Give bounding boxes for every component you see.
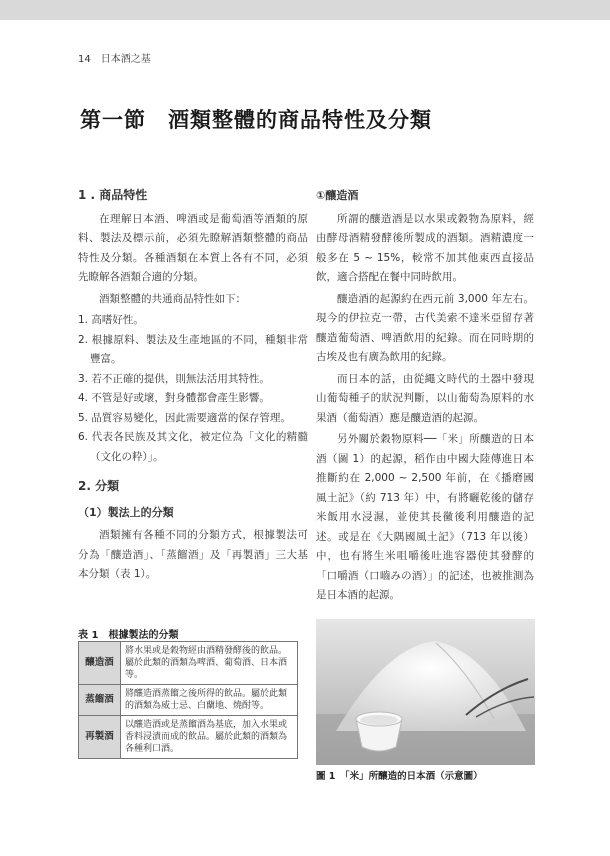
list-item: 1. 高嗜好性。 <box>78 314 144 326</box>
section-1-heading: 1 . 商品特性 <box>78 188 148 202</box>
paragraph: 釀造酒的起源約在西元前 3,000 年左右。現今的伊拉克一帶，古代美索不達米亞留存著釀造葡萄酒、啤酒飲用的紀錄。而在同時期的古埃及也有廣為飲用的紀錄。 <box>316 292 534 363</box>
list-item: 2. 根據原料、製法及生產地區的不同，種類非常豐富。 <box>78 333 308 365</box>
sake-rice-photo <box>316 619 535 765</box>
top-bar <box>0 0 610 20</box>
table-description: 將釀造酒蒸餾之後所得的飲品。屬於此類的酒類為威士忌、白蘭地、燒酎等。 <box>121 685 298 716</box>
paragraph: 酒類擁有各種不同的分類方式，根據製法可分為「釀造酒」、「蒸餾酒」及「再製酒」三大基本分類（表 1）。 <box>78 529 308 580</box>
page-number: 14 <box>78 54 91 65</box>
book-title: 日本酒之基 <box>100 54 151 65</box>
chapter-number: 第一節 <box>80 108 146 132</box>
paragraph: 在理解日本酒、啤酒或是葡萄酒等酒類的原料、製法及標示前，必須先瞭解酒類整體的商品特性及分類。各種酒類在本質上各有不同，必須先瞭解各酒類合適的分類。 <box>78 212 308 283</box>
paragraph: 所謂的釀造酒是以水果或穀物為原料，經由酵母酒精發酵後所製成的酒類。酒精濃度一般多在 5 ~ 15%，較常不加其他東西直接品飲，適合搭配在餐中同時飲用。 <box>316 212 534 283</box>
table-row <box>79 716 298 759</box>
table-row <box>79 685 298 716</box>
list-item: 6. 代表各民族及其文化，被定位為「文化的精髓（文化の粋）」。 <box>78 431 308 463</box>
left-column <box>78 186 308 587</box>
section-2-heading: 2. 分類 <box>78 479 120 493</box>
table-category: 蒸餾酒 <box>79 685 121 716</box>
rice-and-sake-illustration <box>316 619 535 765</box>
list-item: 3. 若不正確的提供，則無法活用其特性。 <box>78 372 270 385</box>
classification-table <box>78 641 298 759</box>
paragraph: 酒類整體的共通商品特性如下： <box>99 292 246 305</box>
paragraph: 另外關於穀物原料──「米」所釀造的日本酒（圖 1）的起源，稻作由中國大陸傳進日本推斷約在 2,000 ~ 2,500 年前，在《播磨國風土記》（約 713 年）中，有將曬乾後的儲存米飯用水浸濕，並使其長黴後利用釀造的記述。或是在《大隅國風土記》（713 年以後）中，也有將生米咀嚼後吐進容器使其發酵的「口嚼酒（口嚙みの酒）」的記述，也被推測為是日本酒的起源。 <box>316 433 534 601</box>
subsection-heading: （1）製法上的分類 <box>78 505 174 519</box>
list-item: 5. 品質容易變化，因此需要適當的保存管理。 <box>78 411 291 424</box>
figure-caption: 圖 1 「米」所釀造的日本酒（示意圖） <box>316 771 483 782</box>
chapter-heading <box>80 104 432 134</box>
list-item: 4. 不管是好或壞，對身體都會產生影響。 <box>78 392 270 404</box>
table-description: 以釀造酒或是蒸餾酒為基底，加入水果或香料浸漬而成的飲品。屬於此類的酒類為各種利口酒。 <box>121 716 298 759</box>
table-description: 將水果或是穀物經由酒精發酵後的飲品。屬於此類的酒類為啤酒、葡萄酒、日本酒等。 <box>121 642 298 685</box>
chapter-title: 酒類整體的商品特性及分類 <box>168 108 432 132</box>
paragraph: 而日本的話，由從繩文時代的土器中發現山葡萄種子的狀況判斷，以山葡萄為原料的水果酒（葡萄酒）應是釀造酒的起源。 <box>316 372 534 424</box>
table-category: 釀造酒 <box>79 642 121 685</box>
right-column <box>316 186 534 608</box>
table-row <box>79 642 298 685</box>
table-caption: 表 1 根據製法的分類 <box>78 630 179 641</box>
table-category: 再製酒 <box>79 716 121 759</box>
brewed-heading: ①釀造酒 <box>316 189 359 202</box>
sake-cup <box>356 712 402 751</box>
running-header <box>78 50 151 65</box>
